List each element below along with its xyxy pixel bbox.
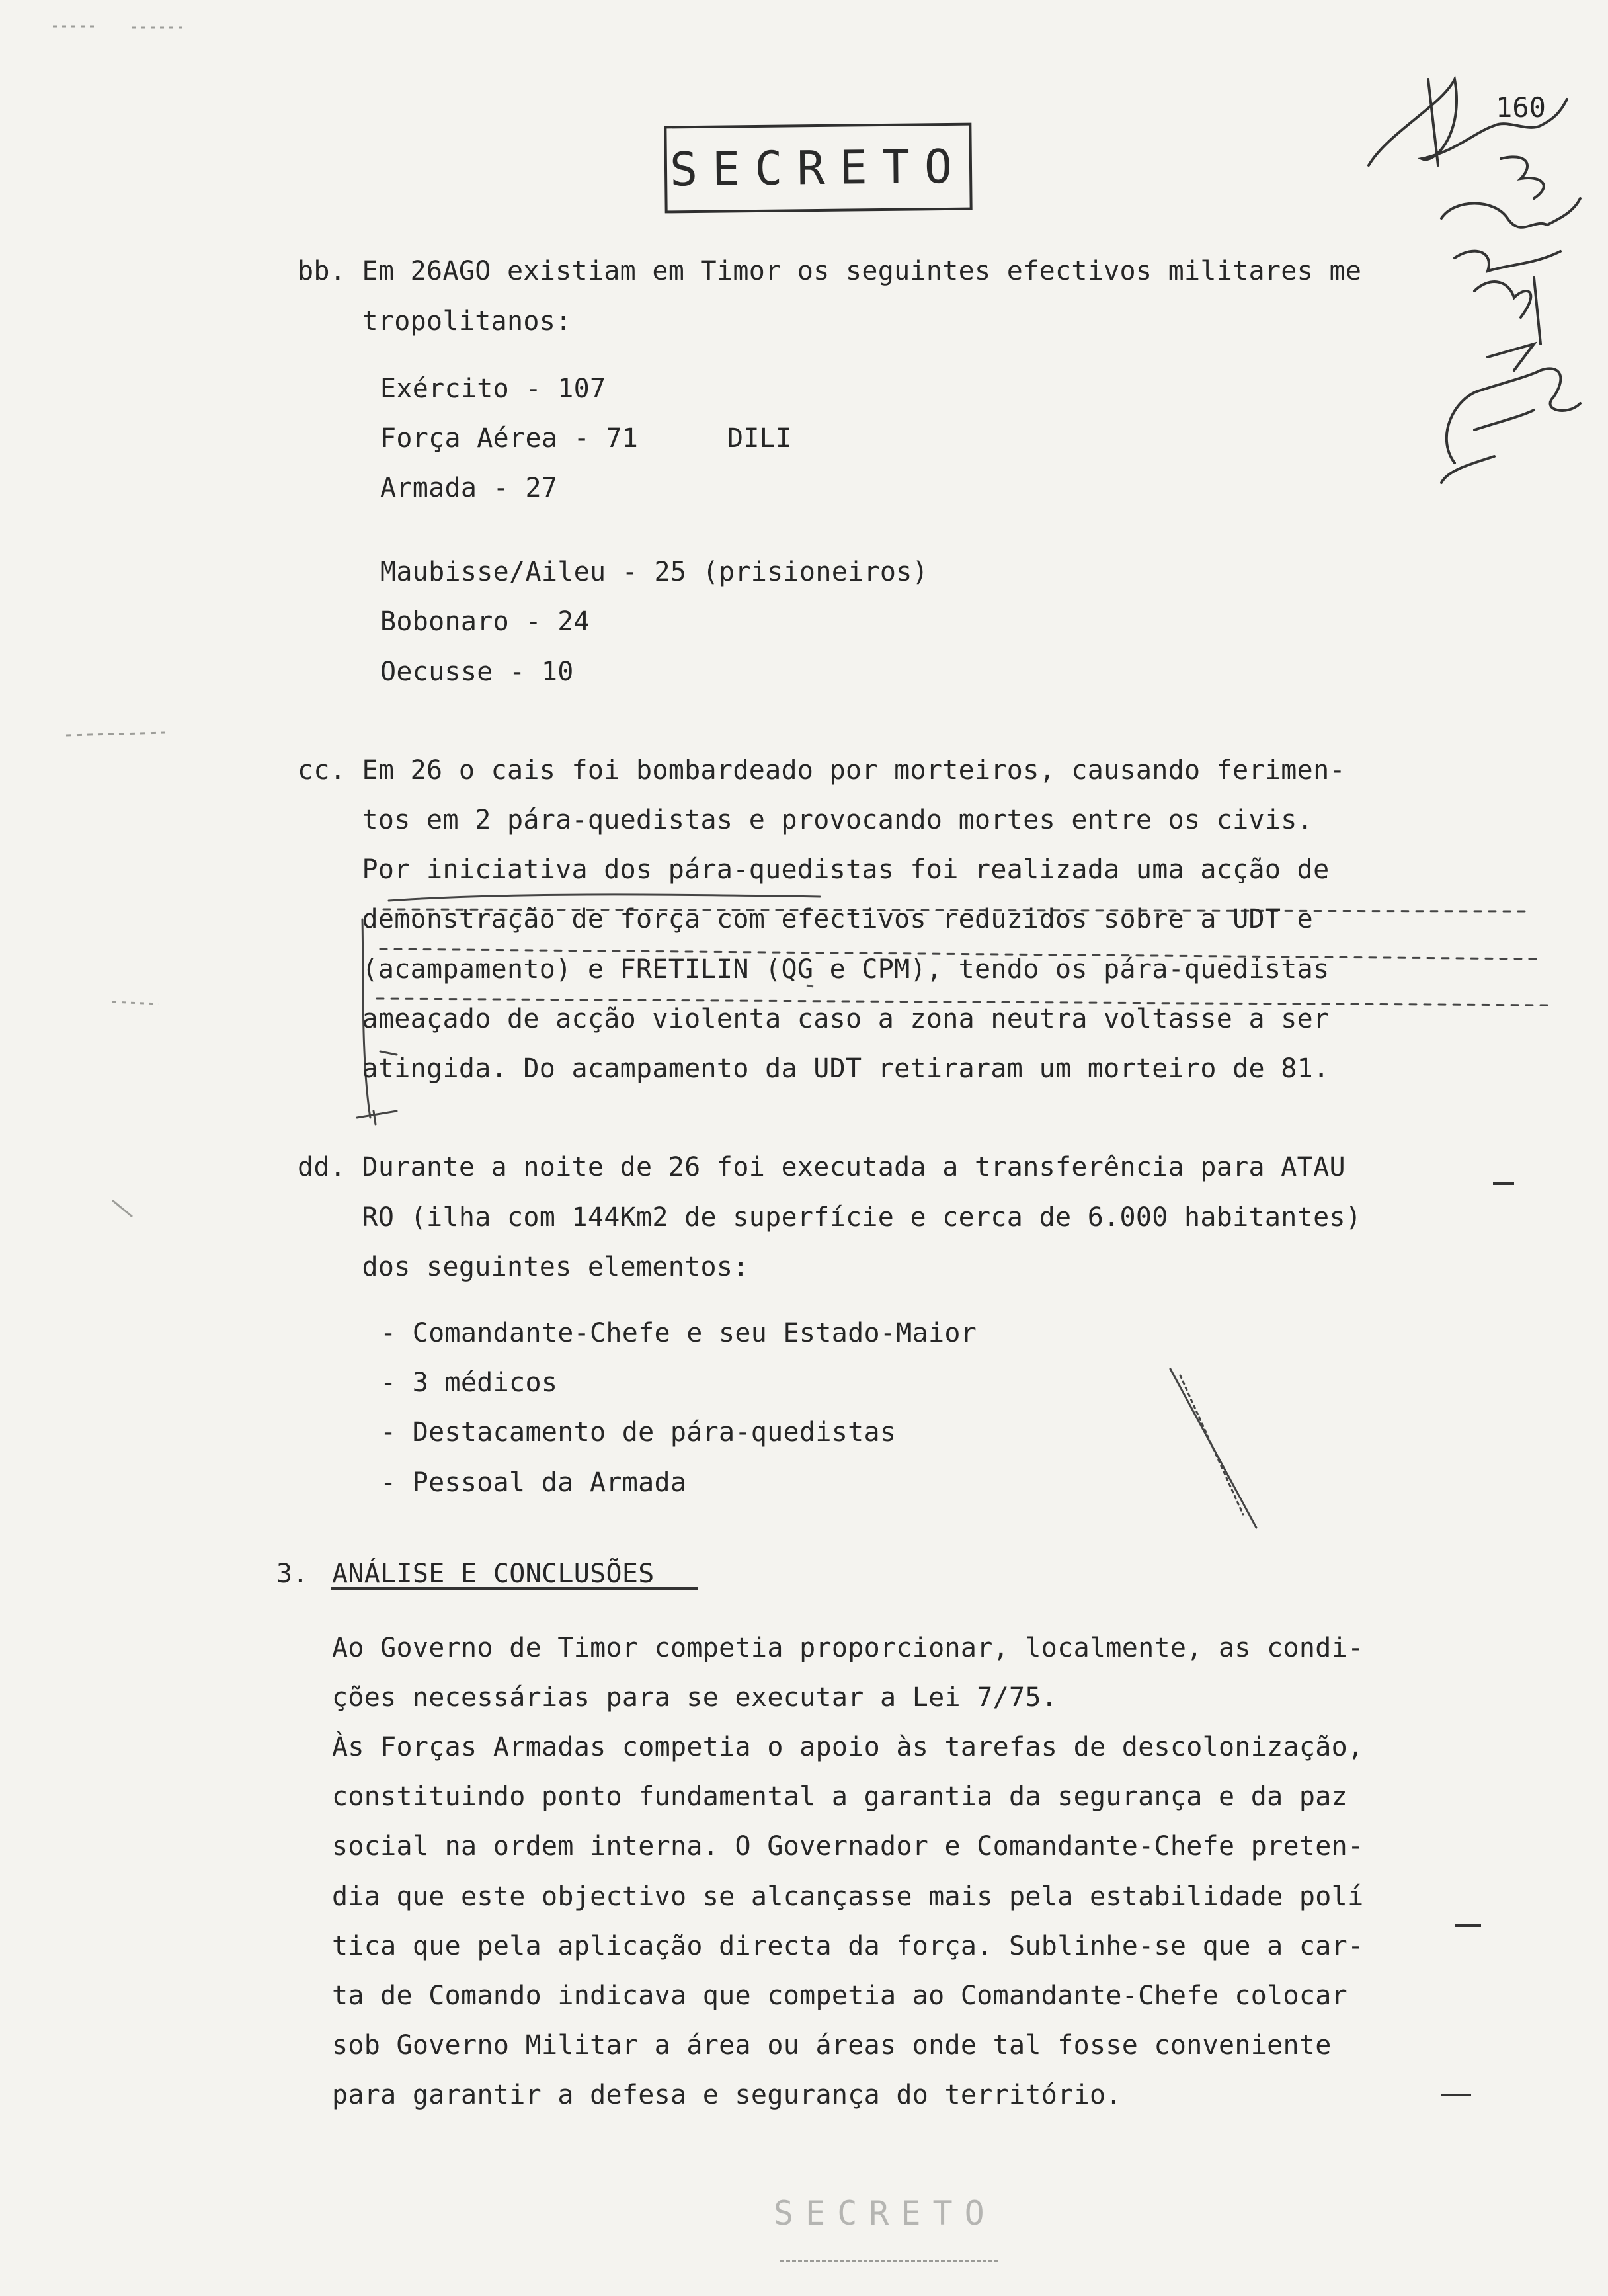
s3-p2-line-3: social na ordem interna. O Governador e Comandante-Chefe preten- <box>332 1831 1364 1862</box>
s3-p2-line-2: constituindo ponto fundamental a garantia da segurança e da paz <box>332 1782 1348 1812</box>
dd-item-1: - Comandante-Chefe e seu Estado-Maior <box>380 1318 977 1348</box>
section-3-number: 3. <box>276 1559 309 1589</box>
s3-p2-line-5: tica que pela aplicação directa da força. Sublinhe-se que a car- <box>332 1931 1364 1961</box>
section-3-heading: ANÁLISE E CONCLUSÕES <box>332 1559 655 1589</box>
signature-1 <box>1369 79 1567 165</box>
secreto-stamp: SECRETO <box>664 123 972 214</box>
cc-line-5: (acampamento) e FRETILIN (QG e CPM), tendo os pára-quedistas <box>298 954 1330 985</box>
dd-line-2: RO (ilha com 144Km2 de superfície e cerca de 6.000 habitantes) <box>298 1202 1362 1233</box>
s3-p2-line-6: ta de Comando indicava que competia ao Comandante-Chefe colocar <box>332 1981 1348 2011</box>
bb-line-1: bb. Em 26AGO existiam em Timor os seguintes efectivos militares me <box>298 256 1362 286</box>
footer-rule <box>780 2260 998 2262</box>
unit-navy: Armada - 27 <box>380 473 558 503</box>
dd-item-2: - 3 médicos <box>380 1368 558 1398</box>
unit-oecusse: Oecusse - 10 <box>380 657 574 687</box>
dd-item-4: - Pessoal da Armada <box>380 1467 687 1498</box>
footer-secreto-stamp: SECRETO <box>774 2194 996 2233</box>
s3-p1-line-2: ções necessárias para se executar a Lei 7/75. <box>332 1682 1058 1713</box>
dili-label: DILI <box>727 423 792 454</box>
unit-bobonaro: Bobonaro - 24 <box>380 606 590 637</box>
s3-p1-line-1: Ao Governo de Timor competia proporcionar, localmente, as condi- <box>332 1633 1364 1663</box>
bb-line-2: tropolitanos: <box>298 306 572 337</box>
cc-line-1: cc. Em 26 o cais foi bombardeado por morteiros, causando ferimen- <box>298 755 1346 786</box>
dd-item-3: - Destacamento de pára-quedistas <box>380 1417 897 1448</box>
dd-line-3: dos seguintes elementos: <box>298 1252 749 1282</box>
page-number: 160 <box>1496 91 1546 124</box>
unit-army: Exército - 107 <box>380 374 606 404</box>
s3-p2-line-1: Às Forças Armadas competia o apoio às tarefas de descolonização, <box>332 1732 1364 1762</box>
cc-line-3: Por iniciativa dos pára-quedistas foi realizada uma acção de <box>298 854 1330 885</box>
dd-line-1: dd. Durante a noite de 26 foi executada a transferência para ATAU <box>298 1152 1346 1182</box>
unit-airforce: Força Aérea - 71 <box>380 423 639 454</box>
cc-line-6: ameaçado de acção violenta caso a zona neutra voltasse a ser <box>298 1004 1330 1034</box>
cc-line-2: tos em 2 pára-quedistas e provocando mortes entre os civis. <box>298 805 1314 835</box>
s3-p2-line-7: sob Governo Militar a área ou áreas onde tal fosse conveniente <box>332 2030 1332 2061</box>
s3-p2-line-8: para garantir a defesa e segurança do território. <box>332 2080 1122 2110</box>
s3-p2-line-4: dia que este objectivo se alcançasse mais pela estabilidade polí <box>332 1881 1364 1912</box>
cc-line-7: atingida. Do acampamento da UDT retiraram um morteiro de 81. <box>298 1053 1330 1084</box>
cc-line-4: demonstração de força com efectivos reduzidos sobre a UDT e <box>298 904 1314 934</box>
unit-maubisse: Maubisse/Aileu - 25 (prisioneiros) <box>380 557 928 587</box>
